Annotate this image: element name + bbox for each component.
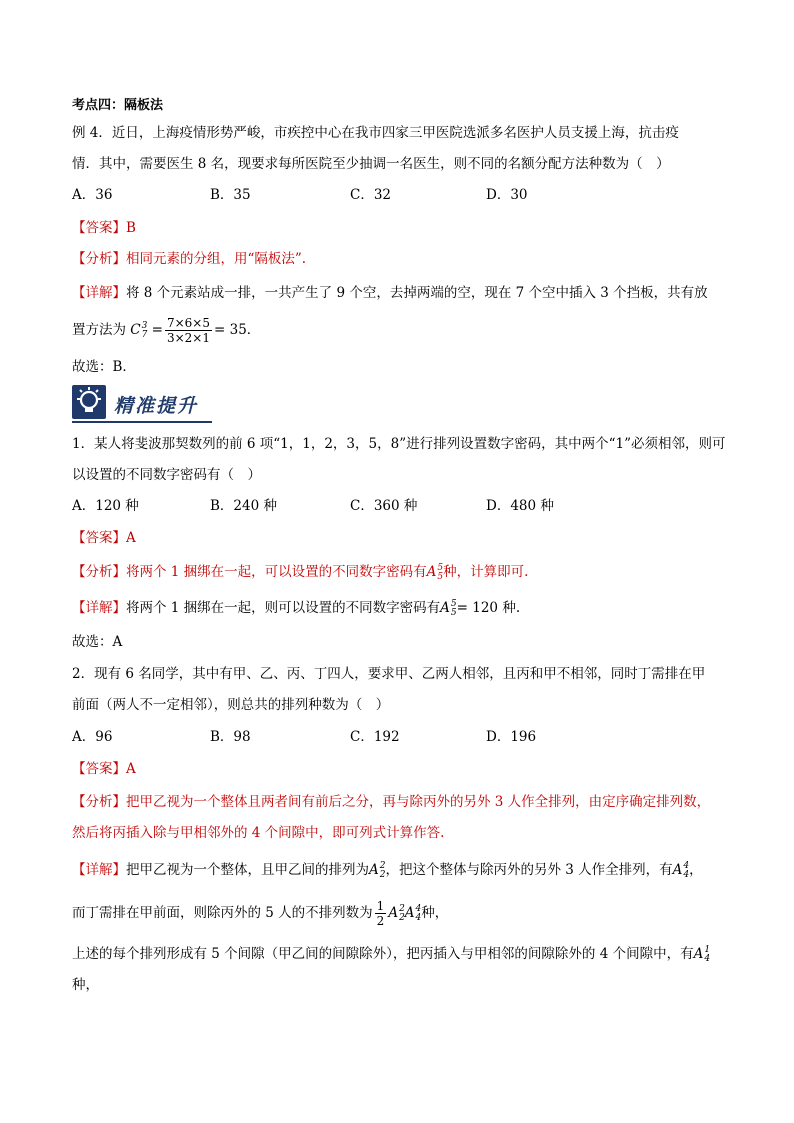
question-2-line-2: 前面（两人不一定相邻），则总共的排列种数为（ ）: [72, 697, 390, 713]
answer-value: B: [126, 220, 136, 236]
analysis-text: 相同元素的分组，用“隔板法”.: [126, 251, 307, 267]
a-sub: 4: [683, 869, 690, 880]
a-sup: 4: [683, 860, 690, 871]
analysis-tag: 【分析】: [72, 564, 126, 580]
option-d: D．480 种: [486, 498, 554, 514]
example-4-detail-line-1: [72, 283, 708, 303]
answer-tag: 【答案】: [72, 761, 126, 777]
detail-text: 而丁需排在甲前面，则除丙外的 5 人的不排列数为: [72, 905, 373, 921]
a-indices: [704, 946, 710, 964]
question-1-analysis: [72, 562, 528, 582]
question-2-detail-line-2: [72, 898, 448, 928]
option-a: A．36: [72, 187, 113, 203]
fraction-numerator: 7×6×5: [166, 316, 210, 330]
option-c: C．192: [350, 729, 400, 745]
option-d: D．196: [486, 729, 537, 745]
example-4-line-1: 例 4．近日，上海疫情形势严峻，市疾控中心在我市四家三甲医院选派多名医护人员支援上海，抗击疫: [72, 125, 679, 141]
c-sup: 3: [141, 320, 148, 331]
c-sub: 7: [141, 329, 148, 340]
detail-prefix: 置方法为: [72, 322, 126, 338]
option-c: C．32: [350, 187, 392, 203]
c-indices: [142, 322, 148, 340]
a-sup: 5: [450, 598, 457, 609]
question-2-detail-line-1: [72, 860, 703, 880]
combination-symbol: [130, 322, 147, 338]
analysis-text: 将两个 1 捆绑在一起，可以设置的不同数字密码有: [126, 564, 427, 580]
a-sup: 2: [379, 860, 386, 871]
question-1-line-1: 1．某人将斐波那契数列的前 6 项“1，1，2，3，5，8”进行排列设置数字密码，其中两个“1”必须相邻，则可: [72, 436, 726, 452]
fraction-denominator: 2: [376, 914, 385, 928]
question-1-conclusion: 故选：A: [72, 634, 123, 650]
example-4-answer: [72, 218, 136, 238]
analysis-tag: 【分析】: [72, 794, 126, 810]
detail-suffix: = 120 种.: [456, 600, 521, 616]
c-letter: C: [130, 322, 141, 338]
question-2-line-1: 2．现有 6 名同学，其中有甲、乙、丙、丁四人，要求甲、乙两人相邻，且丙和甲不相邻，同时丁需排在甲: [72, 666, 706, 682]
option-b: B．240 种: [210, 498, 277, 514]
a-letter: A: [369, 862, 379, 878]
example-4-detail-line-2: 置方法为 C 3 7 = $\frac{7\times 6\times 5}{3\times 2\times 1}$ = 35．: [72, 316, 261, 345]
permutation-symbol: [369, 862, 385, 878]
fraction-denominator: 3×2×1: [166, 331, 210, 345]
a-sub: 2: [379, 869, 386, 880]
banner-title: 精准提升: [114, 395, 199, 417]
option-b: B．35: [210, 187, 251, 203]
analysis-suffix: 种，计算即可.: [443, 564, 529, 580]
permutation-symbol: [673, 862, 689, 878]
detail-tag: 【详解】: [72, 600, 126, 616]
a-letter: A: [693, 946, 704, 962]
detail-suffix: 种，: [421, 905, 449, 921]
question-2-detail-line-3: [72, 944, 710, 964]
a-sub: 5: [437, 571, 444, 582]
answer-value: A: [126, 761, 136, 777]
a-letter: A: [672, 862, 683, 878]
detail-text: 将 8 个元素站成一排，一共产生了 9 个空，去掉两端的空，现在 7 个空中插入 3 个挡板，共有放: [126, 285, 708, 301]
a-sup: 5: [437, 562, 444, 573]
detail-result: = 35．: [214, 322, 261, 338]
option-b: B．98: [210, 729, 251, 745]
option-a: A．96: [72, 729, 113, 745]
fraction-numerator: 1: [376, 899, 385, 913]
detail-mid: ，把这个整体与除丙外的另外 3 人作全排列，有: [385, 862, 673, 878]
section-title: 考点四：隔板法: [72, 98, 164, 113]
example-4-line-2: 情．其中，需要医生 8 名，现要求每所医院至少抽调一名医生，则不同的名额分配方法种数为（ ）: [72, 156, 670, 172]
section-banner: [72, 385, 212, 425]
question-1-answer: [72, 528, 136, 548]
answer-tag: 【答案】: [72, 530, 126, 546]
question-2-analysis-line-2: 然后将丙插入除与甲相邻外的 4 个间隙中，即可列式计算作答.: [72, 825, 445, 841]
a-sub: 4: [704, 953, 711, 964]
detail-suffix: ，: [689, 862, 703, 878]
a-letter: A: [404, 905, 415, 921]
fraction: [165, 316, 212, 345]
option-a: A．120 种: [72, 498, 139, 514]
a-sup: 4: [415, 903, 422, 914]
a-sup: 1: [704, 944, 711, 955]
detail-text: 上述的每个排列形成有 5 个间隙（甲乙间的间隙除外），把丙插入与甲相邻的间隙除外的 4 个间隙中，有: [72, 946, 694, 962]
permutation-symbol: [427, 564, 443, 580]
a-sub: 2: [399, 912, 405, 923]
analysis-tag: 【分析】: [72, 251, 126, 267]
example-4-analysis: [72, 249, 306, 269]
question-2-answer: [72, 759, 136, 779]
detail-tag: 【详解】: [72, 285, 126, 301]
question-2-detail-line-4: 种，: [72, 977, 99, 993]
example-4-conclusion: 故选：B．: [72, 359, 136, 375]
answer-value: A: [126, 530, 136, 546]
a-letter: A: [426, 564, 437, 580]
a-sub: 5: [450, 607, 457, 618]
fraction: [375, 899, 387, 928]
lightbulb-icon: [72, 385, 106, 419]
a-sub: 4: [415, 912, 422, 923]
analysis-text: 把甲乙视为一个整体且两者间有前后之分，再与除丙外的另外 3 人作全排列，由定序确定排列数，: [126, 794, 711, 810]
permutation-symbol: [694, 946, 710, 962]
question-1-line-2: 以设置的不同数字密码有（ ）: [72, 467, 261, 483]
a-sup: 2: [399, 903, 405, 914]
detail-text: 将两个 1 捆绑在一起，则可以设置的不同数字密码有: [126, 600, 441, 616]
a-letter: A: [440, 600, 450, 616]
banner-underline: [72, 421, 212, 423]
option-d: D．30: [486, 187, 528, 203]
detail-text: 把甲乙视为一个整体，且甲乙间的排列为: [126, 862, 369, 878]
permutation-symbol: [440, 600, 456, 616]
question-2-analysis-line-1: [72, 792, 710, 812]
detail-tag: 【详解】: [72, 862, 126, 878]
option-c: C．360 种: [350, 498, 418, 514]
a-letter: A: [388, 905, 399, 921]
permutation-symbol: [388, 905, 421, 921]
question-1-detail: [72, 598, 520, 618]
answer-tag: 【答案】: [72, 220, 126, 236]
